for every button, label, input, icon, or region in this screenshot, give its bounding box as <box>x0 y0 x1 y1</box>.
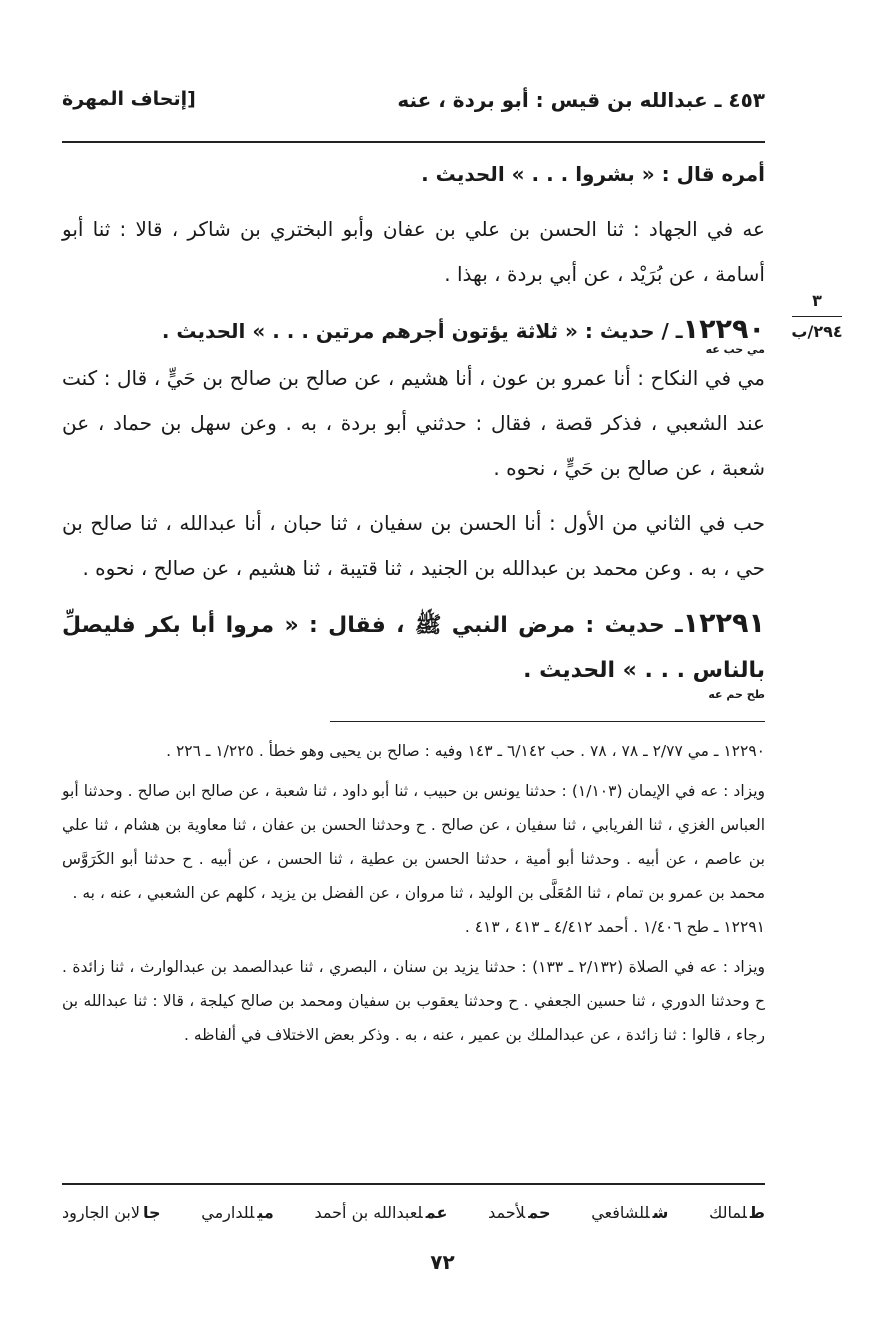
abbreviation-item <box>488 1203 550 1222</box>
footnote: ويزاد : عه في الإيمان (١/١٠٣) : حدثنا يونس بن حبيب ، ثنا أبو داود ، ثنا شعبة ، عن صالح ابن صالح . وحدثنا أبو العباس الغزي ، ثنا الفريابي ، ثنا سفيان ، عن صالح . ح وحدثنا الحسن بن عفان ، ثنا معاوية بن هشام ، ثنا علي بن عاصم ، عن أبيه . وحدثنا أبو أمية ، حدثنا الحسن بن عطية ، ثنا الحسن ، عن أبيه . ح حدثنا أبو الكَرَوَّس محمد بن عمرو بن تمام ، ثنا المُعَلَّى بن الوليد ، ثنا مروان ، عن الفضل بن يزيد ، كلهم عن الشعبي ، عنه ، به . <box>62 782 765 902</box>
abbreviation-item <box>62 1203 161 1222</box>
page-number: ٧٢ <box>430 1250 455 1274</box>
hadith-number: ١٢٢٩٠ <box>682 314 765 345</box>
abbreviation-symbol: ش <box>652 1202 669 1222</box>
text-line: أمره قال : « بشروا . . . » الحديث . <box>421 162 765 186</box>
margin-reference <box>790 290 844 343</box>
abbreviation-item <box>201 1203 274 1222</box>
header-rule <box>62 141 765 143</box>
footnote: ١٢٢٩٠ ـ مي ٢/٧٧ ـ ٧٨ ، ٧٨ . حب ٦/١٤٢ ـ ١٤٣ وفيه : صالح بن يحيى وهو خطأ . ١/٢٢٥ ـ ٢٢٦ . <box>166 742 765 760</box>
abbreviation-item <box>315 1203 448 1222</box>
hadith-heading <box>62 307 765 354</box>
margin-reference-bottom: ٢٩٤/ب <box>791 322 843 341</box>
hadith-number: ١٢٢٩١ <box>682 608 765 639</box>
abbreviation-meaning: للدارمي <box>201 1202 255 1222</box>
paragraph: مي في النكاح : أنا عمرو بن عون ، أنا هشيم ، عن صالح بن صالح بن حَيٍّ ، قال : كنت عند الشعبي ، فذكر قصة ، فقال : حدثني أبو بردة ، به . وعن سهل بن حماد ، عن شعبة ، عن صالح بن حَيٍّ ، نحوه . <box>62 366 765 480</box>
book-title: [إتحاف المهرة <box>62 88 196 110</box>
abbreviation-item <box>709 1203 765 1222</box>
abbreviation-meaning: لابن الجارود <box>62 1202 140 1222</box>
running-header <box>62 88 765 122</box>
chapter-title: ٤٥٣ ـ عبدالله بن قيس : أبو بردة ، عنه <box>397 88 765 112</box>
abbreviations-rule <box>62 1183 765 1185</box>
paragraph: حب في الثاني من الأول : أنا الحسن بن سفيان ، ثنا حبان ، أنا عبدالله ، ثنا صالح بن حي ، به . وعن محمد بن عبدالله بن الجنيد ، ثنا قتيبة ، ثنا هشيم ، عن صالح ، نحوه . <box>62 511 765 580</box>
abbreviation-meaning: للشافعي <box>591 1202 650 1222</box>
abbreviation-meaning: لعبدالله بن أحمد <box>314 1202 423 1222</box>
source-symbols: مي حب عه <box>705 343 765 356</box>
abbreviation-meaning: لمالك <box>709 1202 747 1222</box>
abbreviation-symbol: جا <box>142 1202 161 1222</box>
paragraph: عه في الجهاد : ثنا الحسن بن علي بن عفان وأبو البختري بن شاكر ، قالا : ثنا أبو أسامة ، عن بُرَيْد ، عن أبي بردة ، بهذا . <box>62 217 765 286</box>
hadith-title: ـ حديث : مرض النبي ﷺ ، فقال : « مروا أبا بكر فليصلِّ بالناس . . . » الحديث . <box>62 613 765 683</box>
abbreviations-key <box>62 1192 765 1232</box>
footnote-rule <box>330 721 765 722</box>
source-symbols: طح حم عه <box>708 688 765 701</box>
margin-reference-top: ٣ <box>812 291 822 310</box>
hadith-title: ـ / حديث : « ثلاثة يؤتون أجرهم مرتين . . . » الحديث . <box>161 319 683 343</box>
hadith-heading <box>62 601 765 693</box>
abbreviation-symbol: ط <box>749 1202 765 1222</box>
footnote: ١٢٢٩١ ـ طح ١/٤٠٦ . أحمد ٤/٤١٢ ـ ٤١٣ ، ٤١٣ . <box>464 918 765 936</box>
abbreviation-symbol: مي <box>257 1202 274 1222</box>
footnotes <box>62 734 765 1052</box>
margin-reference-rule <box>792 316 842 317</box>
abbreviation-item <box>591 1203 668 1222</box>
abbreviation-symbol: عم <box>425 1202 448 1222</box>
abbreviation-symbol: حم <box>528 1202 551 1222</box>
abbreviation-meaning: لأحمد <box>488 1202 526 1222</box>
footnote: ويزاد : عه في الصلاة (٢/١٣٢ ـ ١٣٣) : حدثنا يزيد بن سنان ، البصري ، ثنا عبدالصمد بن عبدالوارث ، ثنا زائدة . ح وحدثنا الدوري ، ثنا حسين الجعفي . ح وحدثنا يعقوب بن سفيان ومحمد بن صالح كيلجة ، قالا : ثنا عبدالله بن رجاء ، قالوا : ثنا زائدة ، عن عبدالملك بن عمير ، عنه ، به . وذكر بعض الاختلاف في ألفاظه . <box>62 958 766 1044</box>
main-text <box>62 152 765 701</box>
